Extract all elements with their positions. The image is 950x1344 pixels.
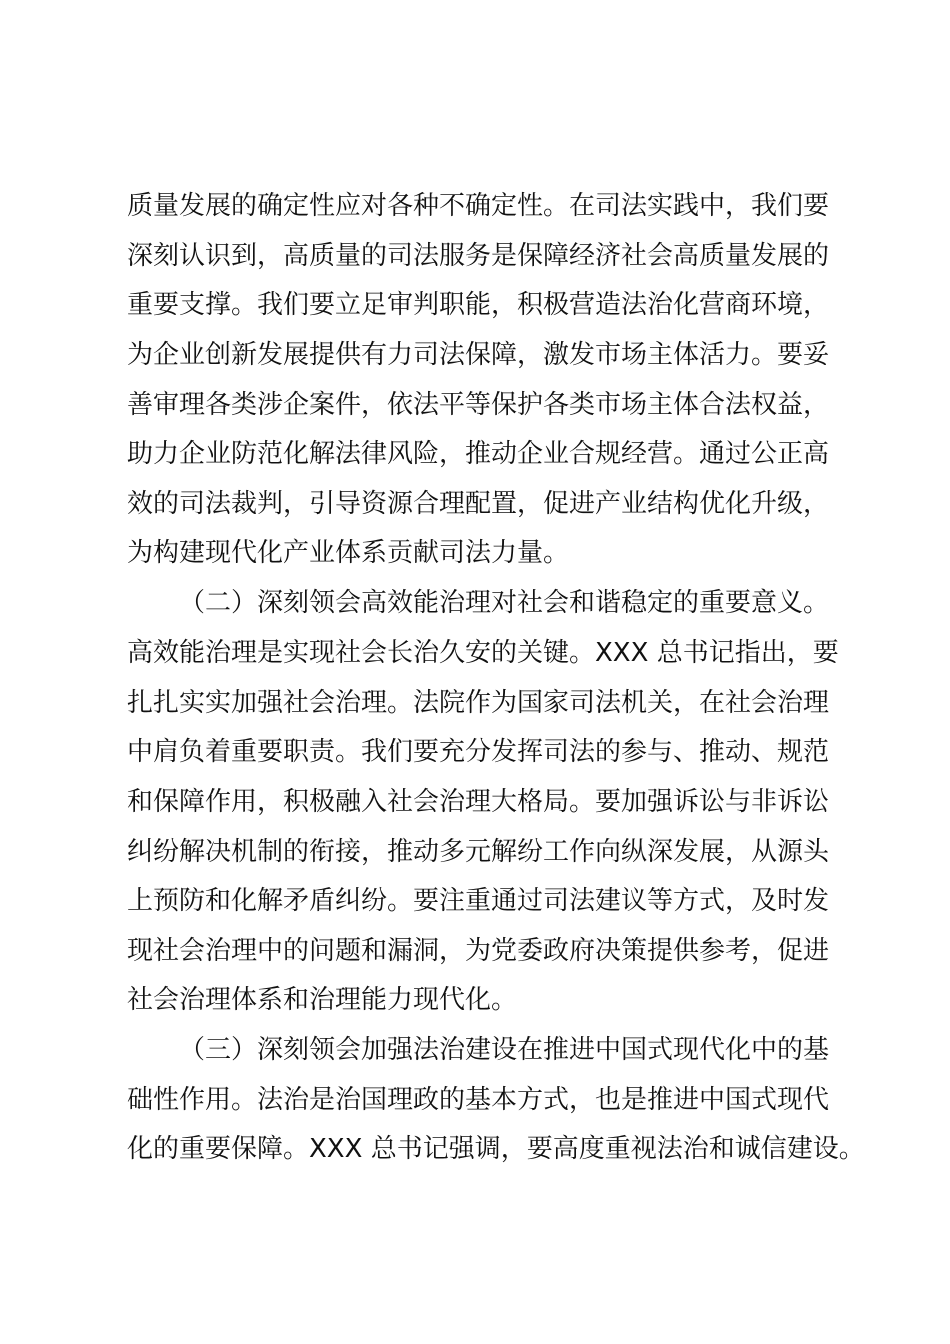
paragraph-line: 础性作用。法治是治国理政的基本方式，也是推进中国式现代 bbox=[127, 1085, 830, 1115]
paragraph-line: 高效能治理是实现社会长治久安的关键。XXX 总书记指出，要 bbox=[127, 638, 839, 668]
section-heading-line: （二）深刻领会高效能治理对社会和谐稳定的重要意义。 bbox=[179, 588, 830, 618]
paragraph-line: 助力企业防范化解法律风险，推动企业合规经营。通过公正高 bbox=[127, 439, 830, 469]
paragraph-line: 质量发展的确定性应对各种不确定性。在司法实践中，我们要 bbox=[127, 191, 830, 221]
paragraph-line: 纠纷解决机制的衔接，推动多元解纷工作向纵深发展，从源头 bbox=[127, 837, 830, 867]
paragraph-line: 深刻认识到，高质量的司法服务是保障经济社会高质量发展的 bbox=[127, 241, 830, 271]
paragraph-line: 和保障作用，积极融入社会治理大格局。要加强诉讼与非诉讼 bbox=[127, 787, 830, 817]
paragraph-line: 为构建现代化产业体系贡献司法力量。 bbox=[127, 538, 570, 568]
section-heading-line: （三）深刻领会加强法治建设在推进中国式现代化中的基 bbox=[179, 1035, 830, 1065]
paragraph-line: 现社会治理中的问题和漏洞，为党委政府决策提供参考，促进 bbox=[127, 936, 830, 966]
paragraph-line: 社会治理体系和治理能力现代化。 bbox=[127, 985, 518, 1015]
paragraph-line: 为企业创新发展提供有力司法保障，激发市场主体活力。要妥 bbox=[127, 340, 830, 370]
paragraph-line: 善审理各类涉企案件，依法平等保护各类市场主体合法权益， bbox=[127, 390, 830, 420]
paragraph-line: 中肩负着重要职责。我们要充分发挥司法的参与、推动、规范 bbox=[127, 737, 830, 767]
paragraph-line: 上预防和化解矛盾纠纷。要注重通过司法建议等方式，及时发 bbox=[127, 886, 830, 916]
paragraph-line: 化的重要保障。XXX 总书记强调，要高度重视法治和诚信建设。 bbox=[127, 1134, 865, 1164]
paragraph-line: 重要支撑。我们要立足审判职能，积极营造法治化营商环境， bbox=[127, 290, 830, 320]
paragraph-line: 扎扎实实加强社会治理。法院作为国家司法机关，在社会治理 bbox=[127, 688, 830, 718]
paragraph-line: 效的司法裁判，引导资源合理配置，促进产业结构优化升级， bbox=[127, 489, 830, 519]
